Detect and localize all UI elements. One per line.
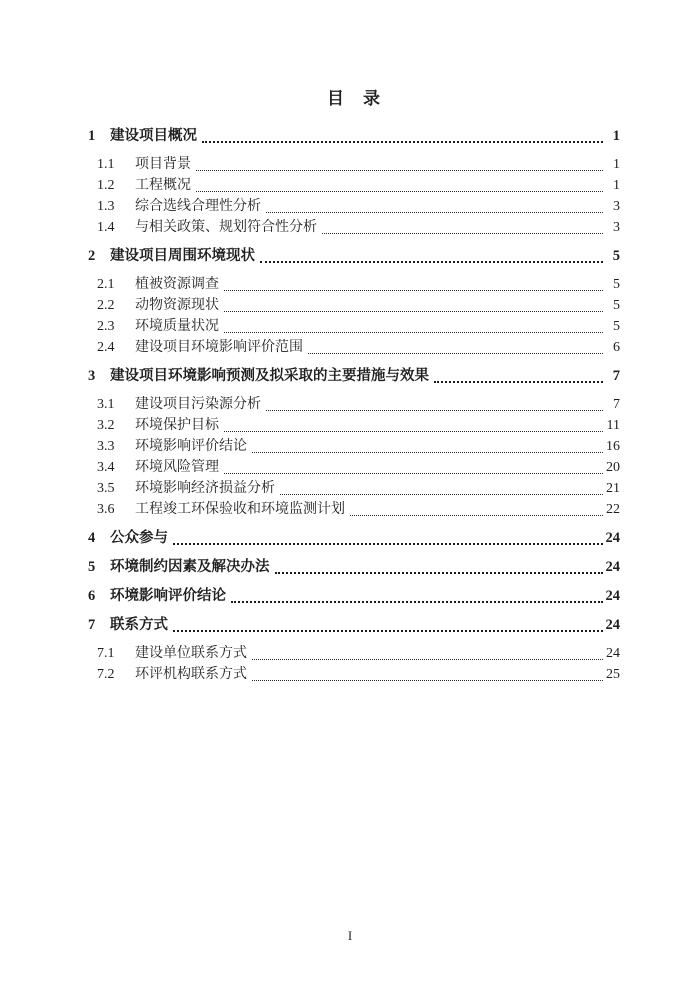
toc-entry-page: 5 xyxy=(612,248,620,264)
toc-entry-page: 25 xyxy=(606,667,620,682)
toc-entry-page: 24 xyxy=(605,617,620,633)
toc-entry-page: 24 xyxy=(605,559,620,575)
toc-entry-page: 7 xyxy=(612,368,620,384)
toc-entry-label: 综合选线合理性分析 xyxy=(135,199,261,214)
toc-entry-page: 20 xyxy=(606,460,620,475)
toc-entry-number: 6 xyxy=(88,588,96,604)
toc-entry xyxy=(88,664,620,685)
toc-entry-page: 16 xyxy=(606,439,620,454)
toc-entry xyxy=(88,337,620,358)
toc-entry-number: 3 xyxy=(88,368,96,384)
toc-entry xyxy=(88,557,620,578)
toc-entry-label: 工程竣工环保验收和环境监测计划 xyxy=(135,502,345,517)
toc-entry-label: 环境影响经济损益分析 xyxy=(135,481,275,496)
toc-entry-page: 3 xyxy=(613,199,620,214)
dot-leader xyxy=(266,212,603,213)
toc-entry-label: 建设项目污染源分析 xyxy=(135,397,261,412)
toc-entry-number: 2 xyxy=(88,248,96,264)
toc-entry xyxy=(88,316,620,337)
toc-entry-label: 建设单位联系方式 xyxy=(135,646,247,661)
toc-entry xyxy=(88,457,620,478)
dot-leader xyxy=(224,332,603,333)
dot-leader xyxy=(308,353,603,354)
dot-leader xyxy=(322,233,603,234)
dot-leader xyxy=(350,515,603,516)
toc-entry-number: 1.4 xyxy=(97,220,115,235)
dot-leader xyxy=(252,452,603,453)
toc-entry-number: 1.3 xyxy=(97,199,115,214)
toc-entry-number: 5 xyxy=(88,559,96,575)
toc-entry xyxy=(88,175,620,196)
dot-leader xyxy=(224,431,603,432)
toc-entry xyxy=(88,415,620,436)
toc-entry-page: 1 xyxy=(613,157,620,172)
toc-entry-number: 7.2 xyxy=(97,667,115,682)
toc-entry-number: 3.6 xyxy=(97,502,115,517)
dot-leader xyxy=(196,170,603,171)
toc-entry xyxy=(88,528,620,549)
toc-entry-label: 环境影响评价结论 xyxy=(135,439,247,454)
toc-entry-label: 环评机构联系方式 xyxy=(135,667,247,682)
toc-entry-page: 6 xyxy=(613,340,620,355)
toc-entry-label: 环境风险管理 xyxy=(135,460,219,475)
toc-entry-page: 7 xyxy=(613,397,620,412)
toc-entry-number: 3.1 xyxy=(97,397,115,412)
toc-entry xyxy=(88,499,620,520)
toc-entry xyxy=(88,126,620,147)
toc-entry xyxy=(88,217,620,238)
toc-entry-number: 7.1 xyxy=(97,646,115,661)
toc-entry-number: 2.4 xyxy=(97,340,115,355)
toc-entry-label: 环境制约因素及解决办法 xyxy=(110,559,270,575)
dot-leader xyxy=(173,543,603,545)
dot-leader xyxy=(280,494,603,495)
toc-entry-label: 与相关政策、规划符合性分析 xyxy=(135,220,317,235)
toc-entry xyxy=(88,274,620,295)
toc-entry-page: 24 xyxy=(605,588,620,604)
toc-entry-number: 3.5 xyxy=(97,481,115,496)
toc-entry-number: 3.3 xyxy=(97,439,115,454)
toc-entry xyxy=(88,366,620,387)
dot-leader xyxy=(275,572,603,574)
toc-entry-number: 1.1 xyxy=(97,157,115,172)
toc-entry xyxy=(88,394,620,415)
dot-leader xyxy=(224,290,603,291)
toc-entry-number: 4 xyxy=(88,530,96,546)
toc-entry xyxy=(88,478,620,499)
toc-entry xyxy=(88,615,620,636)
page-number: I xyxy=(347,928,353,943)
toc-entry-page: 5 xyxy=(613,298,620,313)
toc-entry-label: 环境质量状况 xyxy=(135,319,219,334)
toc-entry-label: 动物资源现状 xyxy=(135,298,219,313)
toc-entry-label: 公众参与 xyxy=(110,530,168,546)
toc-entry xyxy=(88,295,620,316)
toc-entry-page: 24 xyxy=(605,530,620,546)
toc-entry-number: 3.4 xyxy=(97,460,115,475)
toc-entry-label: 项目背景 xyxy=(135,157,191,172)
dot-leader xyxy=(173,630,603,632)
toc-entry-page: 11 xyxy=(606,418,620,433)
toc-entry xyxy=(88,436,620,457)
dot-leader xyxy=(224,473,603,474)
toc-entry-label: 建设项目周围环境现状 xyxy=(110,248,255,264)
toc-entry-page: 5 xyxy=(613,319,620,334)
dot-leader xyxy=(434,381,603,383)
toc-entry xyxy=(88,154,620,175)
toc-entry-label: 植被资源调查 xyxy=(135,277,219,292)
toc-entry-label: 环境影响评价结论 xyxy=(110,588,226,604)
toc-entry-label: 工程概况 xyxy=(135,178,191,193)
toc-entry-label: 环境保护目标 xyxy=(135,418,219,433)
toc-entry-label: 建设项目概况 xyxy=(110,128,197,144)
toc-entry-page: 1 xyxy=(612,128,620,144)
dot-leader xyxy=(260,261,603,263)
toc-entry-page: 21 xyxy=(606,481,620,496)
toc-entry-page: 22 xyxy=(606,502,620,517)
toc-entry-number: 2.2 xyxy=(97,298,115,313)
toc-entry-label: 建设项目环境影响预测及拟采取的主要措施与效果 xyxy=(110,368,429,384)
dot-leader xyxy=(224,311,603,312)
toc-entry-label: 建设项目环境影响评价范围 xyxy=(135,340,303,355)
dot-leader xyxy=(252,680,603,681)
toc-entry-number: 2.1 xyxy=(97,277,115,292)
toc-entry-label: 联系方式 xyxy=(110,617,168,633)
toc-entry-number: 1.2 xyxy=(97,178,115,193)
toc-entry-number: 1 xyxy=(88,128,96,144)
toc-entry xyxy=(88,643,620,664)
toc-list xyxy=(88,126,620,685)
toc-title: 目 录 xyxy=(327,89,381,108)
toc-entry-number: 2.3 xyxy=(97,319,115,334)
dot-leader xyxy=(252,659,603,660)
toc-entry xyxy=(88,586,620,607)
dot-leader xyxy=(202,141,603,143)
dot-leader xyxy=(266,410,603,411)
toc-entry-number: 7 xyxy=(88,617,96,633)
dot-leader xyxy=(231,601,603,603)
toc-entry-page: 1 xyxy=(613,178,620,193)
toc-entry xyxy=(88,196,620,217)
toc-entry-number: 3.2 xyxy=(97,418,115,433)
toc-entry xyxy=(88,246,620,267)
toc-entry-page: 24 xyxy=(606,646,620,661)
dot-leader xyxy=(196,191,603,192)
toc-entry-page: 3 xyxy=(613,220,620,235)
toc-entry-page: 5 xyxy=(613,277,620,292)
